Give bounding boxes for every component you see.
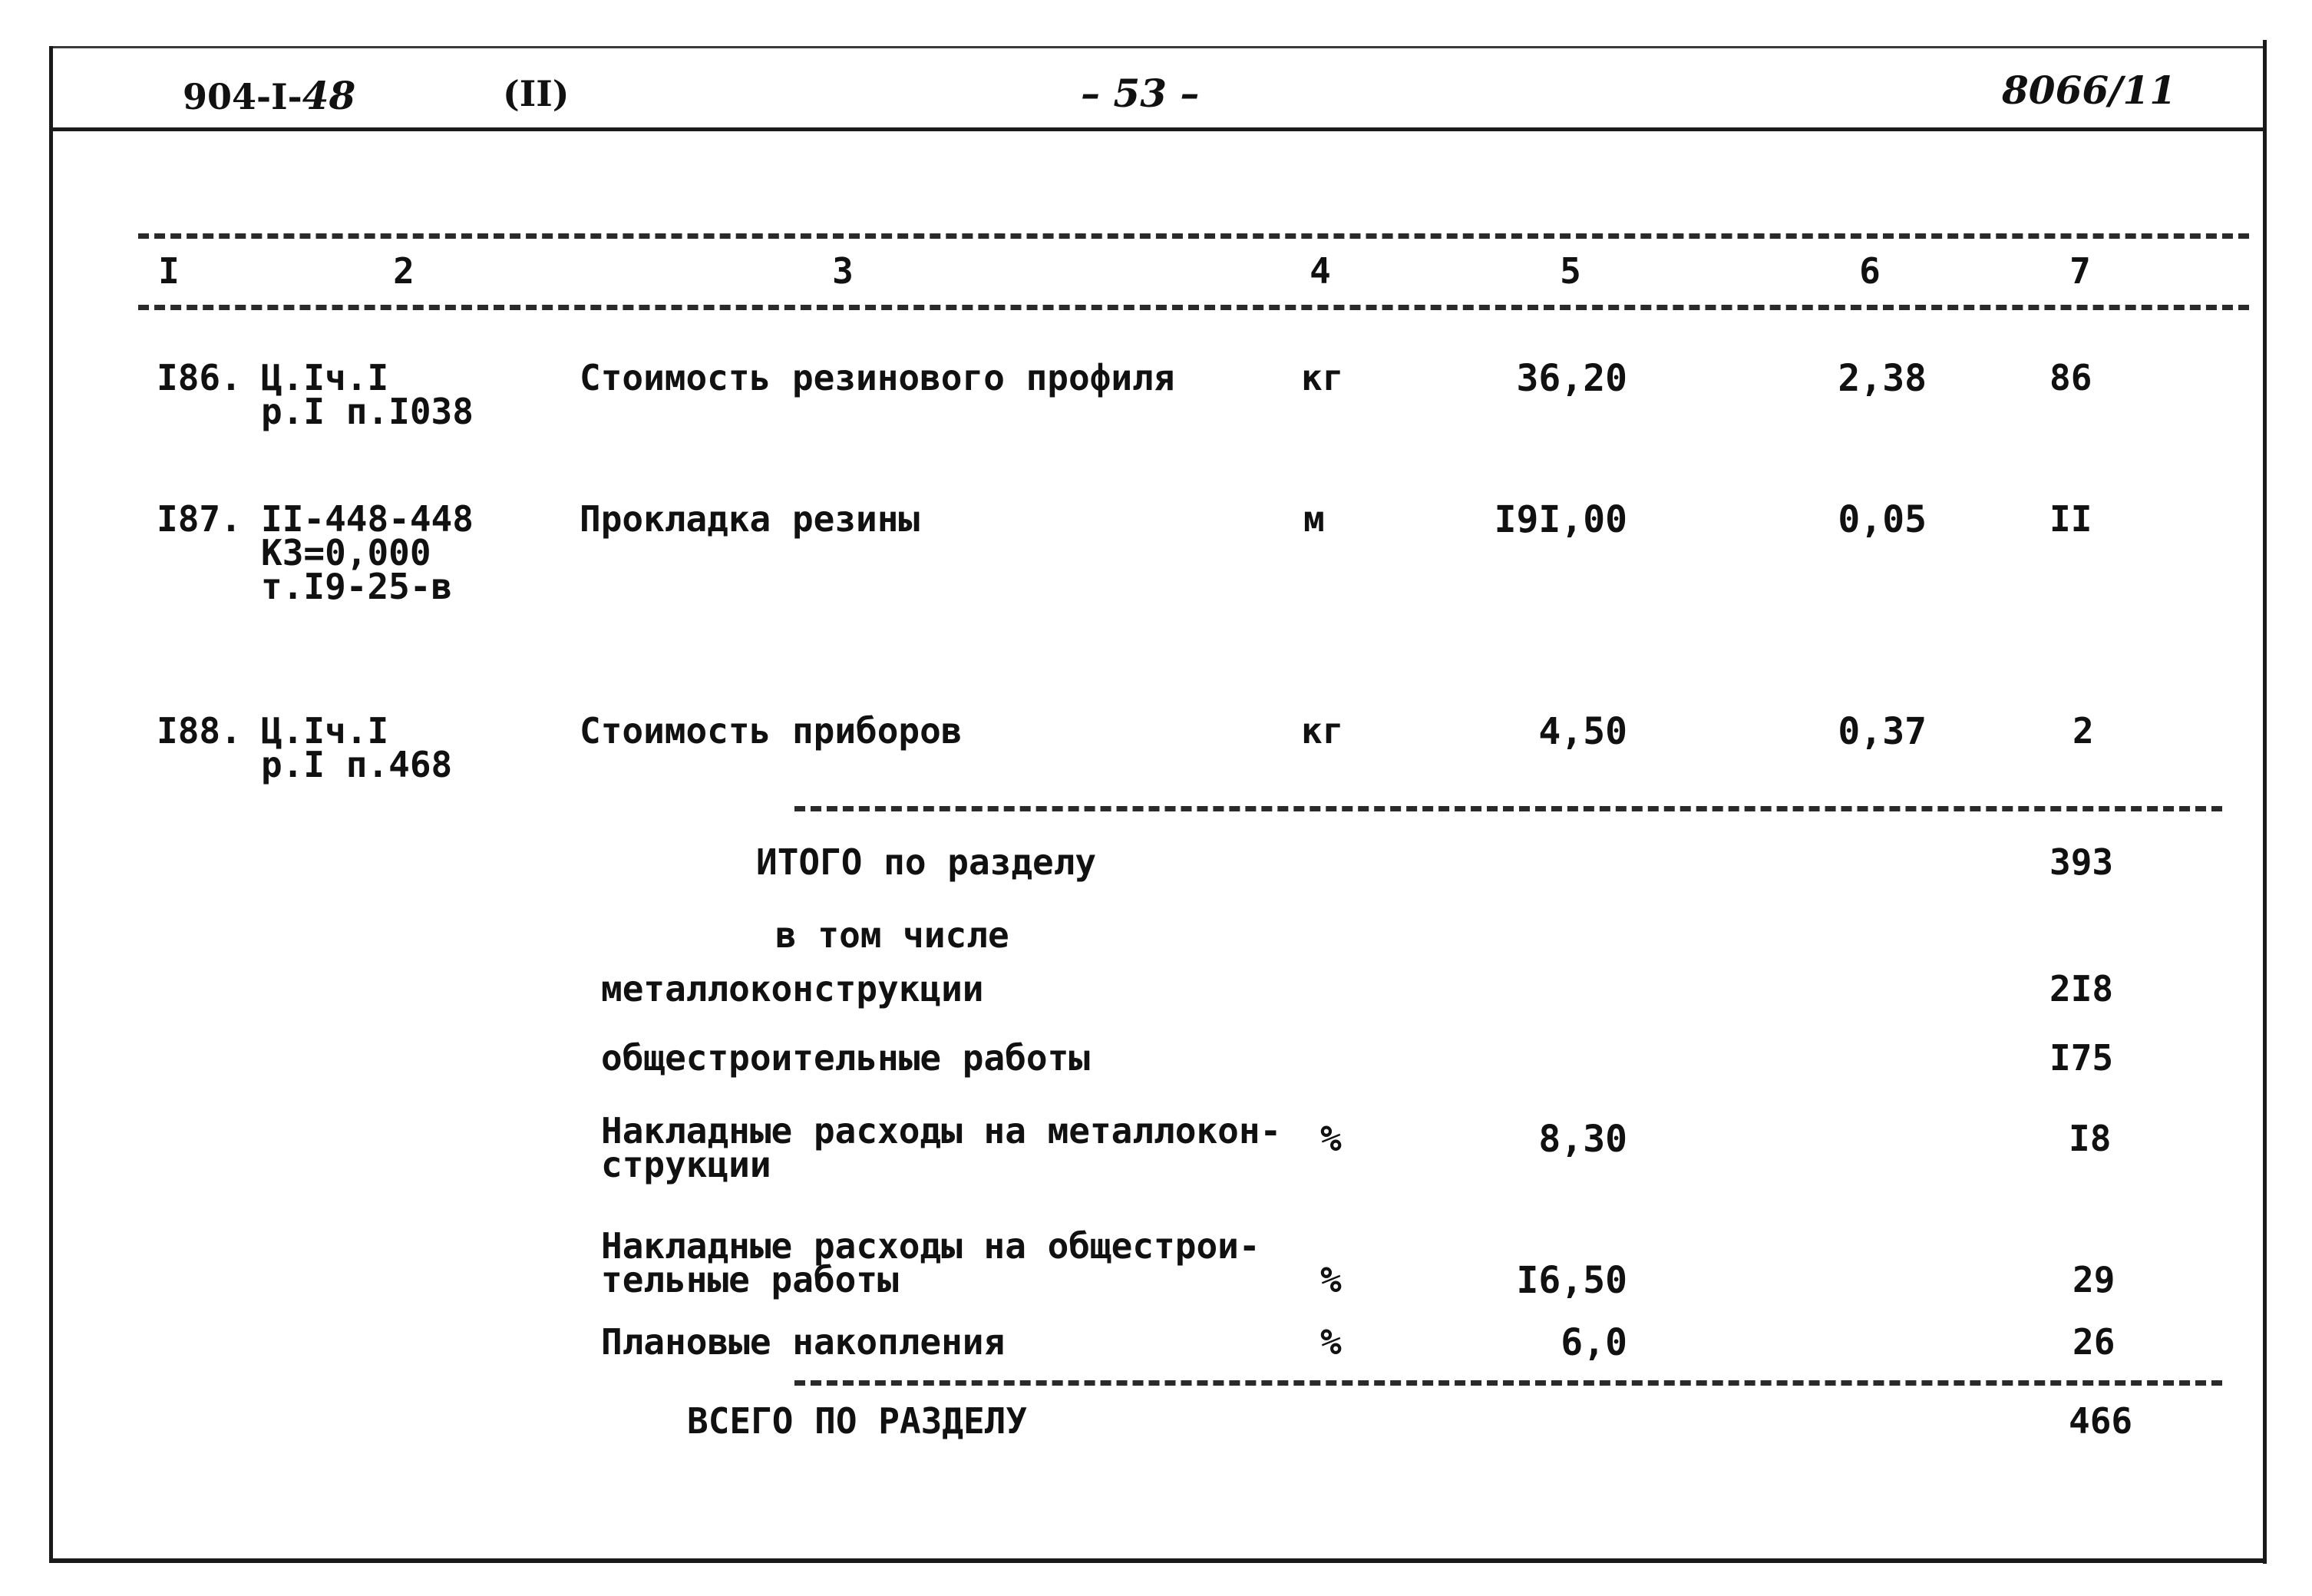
subtotal-value: 393 bbox=[2049, 841, 2114, 883]
total-label: ВСЕГО ПО РАЗДЕЛУ bbox=[687, 1400, 1028, 1442]
row-price: 2,38 bbox=[1838, 357, 1927, 400]
planned-label: Плановые накопления bbox=[601, 1321, 1006, 1363]
row-name: Стоимость резинового профиля bbox=[580, 357, 1175, 398]
row-name: Стоимость приборов bbox=[580, 710, 963, 752]
row-code-line: Ц.Iч.I bbox=[261, 357, 389, 398]
row-quantity: 4,50 bbox=[1538, 710, 1627, 753]
column-header-1: I bbox=[158, 250, 180, 292]
metal-value: 2I8 bbox=[2049, 968, 2114, 1009]
subtotal-label: ИТОГО по разделу bbox=[756, 841, 1097, 883]
planned-value: 26 bbox=[2073, 1321, 2115, 1363]
planned-unit: % bbox=[1320, 1321, 1342, 1363]
row-quantity: I9I,00 bbox=[1494, 498, 1627, 541]
row-price: 0,05 bbox=[1838, 498, 1927, 541]
archive-number: 8066/11 bbox=[2002, 68, 2177, 113]
row-number: I88. bbox=[157, 710, 242, 752]
planned-rate: 6,0 bbox=[1561, 1321, 1627, 1364]
total-value: 466 bbox=[2069, 1400, 2133, 1442]
summary-top-rule bbox=[794, 806, 2222, 811]
column-header-5: 5 bbox=[1560, 250, 1581, 292]
row-total: II bbox=[2049, 498, 2092, 540]
general-value: I75 bbox=[2049, 1037, 2114, 1079]
row-code-line: К3=0,000 bbox=[261, 532, 431, 573]
row-number: I86. bbox=[157, 357, 242, 398]
row-name: Прокладка резины bbox=[580, 498, 920, 540]
frame-right-border bbox=[2263, 40, 2267, 1564]
column-header-3: 3 bbox=[832, 250, 854, 292]
row-code-line: р.I п.468 bbox=[261, 744, 453, 785]
page-number: – 53 – bbox=[1081, 71, 1200, 116]
column-header-2: 2 bbox=[393, 250, 415, 292]
overhead-general-rate: I6,50 bbox=[1516, 1259, 1627, 1302]
frame-left-border bbox=[49, 46, 53, 1562]
document-code: 904-I-48 bbox=[183, 73, 356, 118]
frame-bottom-border bbox=[49, 1558, 2267, 1563]
row-number: I87. bbox=[157, 498, 242, 540]
header-rule bbox=[49, 127, 2267, 131]
row-price: 0,37 bbox=[1838, 710, 1927, 753]
overhead-metal-unit: % bbox=[1320, 1118, 1342, 1159]
column-header-4: 4 bbox=[1310, 250, 1331, 292]
overhead-general-label-line2: тельные работы bbox=[601, 1259, 899, 1300]
frame-top-border bbox=[49, 46, 2267, 48]
overhead-metal-label-line1: Накладные расходы на металлокон- bbox=[601, 1110, 1282, 1152]
row-code-line: Ц.Iч.I bbox=[261, 710, 389, 752]
including-label: в том числе bbox=[775, 914, 1009, 956]
row-unit: кг bbox=[1301, 357, 1344, 398]
document-code-handwritten: 48 bbox=[302, 73, 356, 118]
row-code-line: т.I9-25-в bbox=[261, 566, 453, 607]
row-unit: м bbox=[1303, 498, 1325, 540]
overhead-metal-label-line2: струкции bbox=[601, 1144, 771, 1185]
column-header-6: 6 bbox=[1859, 250, 1881, 292]
overhead-metal-rate: 8,30 bbox=[1538, 1118, 1627, 1161]
overhead-metal-value: I8 bbox=[2069, 1118, 2112, 1159]
overhead-general-label-line1: Накладные расходы на общестрои- bbox=[601, 1225, 1260, 1267]
column-header-7: 7 bbox=[2069, 250, 2091, 292]
overhead-general-unit: % bbox=[1320, 1259, 1342, 1300]
document-part: (II) bbox=[503, 73, 570, 114]
metal-label: металлоконструкции bbox=[601, 968, 984, 1009]
row-code-line: р.I п.I038 bbox=[261, 391, 474, 432]
row-unit: кг bbox=[1301, 710, 1344, 752]
overhead-general-value: 29 bbox=[2073, 1259, 2115, 1300]
row-total: 86 bbox=[2049, 357, 2092, 398]
table-top-rule bbox=[138, 233, 2249, 239]
total-rule bbox=[794, 1380, 2222, 1386]
row-code-line: II-448-448 bbox=[261, 498, 474, 540]
row-quantity: 36,20 bbox=[1516, 357, 1627, 400]
general-label: общестроительные работы bbox=[601, 1037, 1090, 1079]
row-total: 2 bbox=[2073, 710, 2094, 752]
table-header-rule bbox=[138, 305, 2249, 310]
